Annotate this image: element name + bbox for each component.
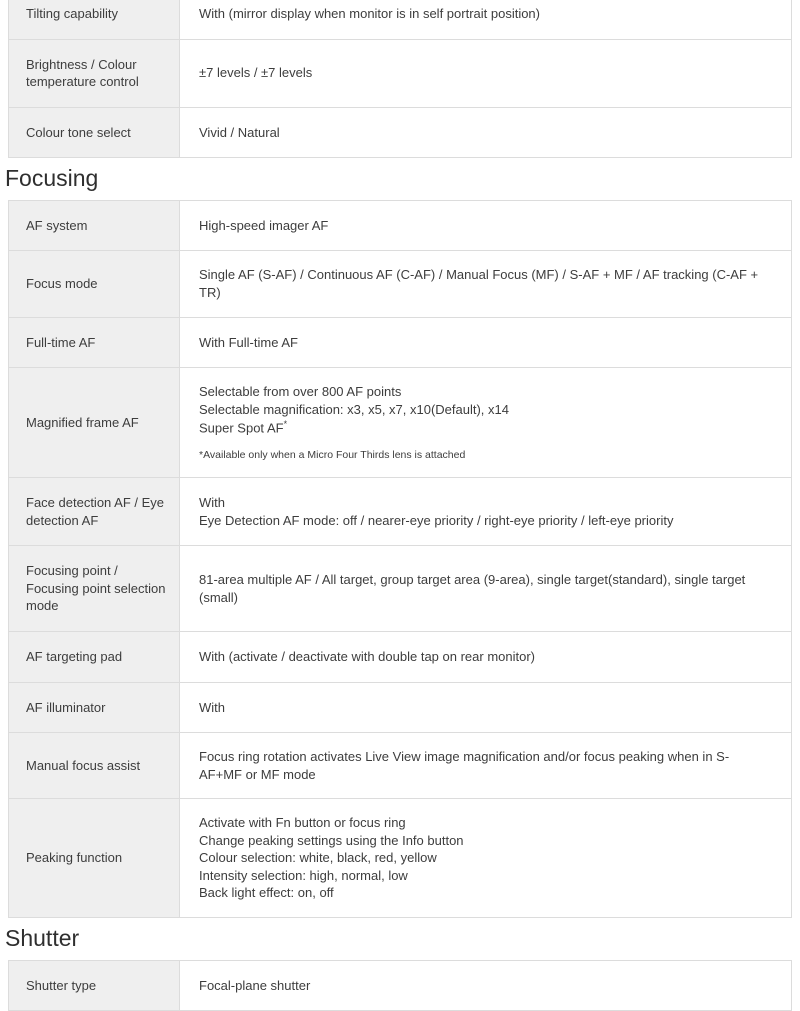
value-line: With [199,495,225,511]
row-value [180,0,791,40]
value-line: With [199,699,225,715]
row-value [180,201,791,252]
value-line: Back light effect: on, off [199,885,334,901]
value-line: With Full-time AF [199,334,298,350]
footnote-marker: * [283,419,288,430]
spec-table [8,200,792,918]
section-heading: Focusing [5,165,99,192]
table-row [9,40,791,108]
table-row [9,632,791,683]
footnote-line: *Available only when a Micro Four Thirds lens is attached [199,449,466,462]
row-value [180,546,791,632]
spec-table [8,960,792,1011]
row-value [180,318,791,369]
table-row [9,683,791,734]
row-label: Focusing point / Focusing point selection mode [9,546,180,632]
row-value [180,961,791,1011]
table-row [9,201,791,252]
row-value [180,478,791,546]
value-line: Single AF (S-AF) / Continuous AF (C-AF) / Manual Focus (MF) / S-AF + MF / AF tracking (C-AF + TR) [199,267,759,301]
table-row [9,546,791,632]
row-label: AF illuminator [9,683,180,734]
value-line: Selectable from over 800 AF points [199,384,402,400]
row-label: AF system [9,201,180,252]
value-line: Vivid / Natural [199,124,280,140]
table-row [9,961,791,1011]
row-label: Brightness / Colour temperature control [9,40,180,108]
row-value [180,683,791,734]
row-value [180,632,791,683]
table-row [9,318,791,369]
value-line: ±7 levels / ±7 levels [199,65,313,81]
table-row [9,799,791,917]
section-heading: Shutter [5,924,80,951]
row-label: Colour tone select [9,108,180,158]
row-label: Magnified frame AF [9,368,180,478]
value-line: Intensity selection: high, normal, low [199,867,408,883]
value-text: Super Spot AF [199,420,284,436]
table-row [9,478,791,546]
row-value [180,368,791,478]
table-row [9,108,791,158]
row-label: Full-time AF [9,318,180,369]
row-label: Focus mode [9,251,180,317]
value-line: With (activate / deactivate with double tap on rear monitor) [199,649,535,664]
value-line: Focal-plane shutter [199,977,311,993]
row-value [180,251,791,317]
value-line: Colour selection: white, black, red, yellow [199,850,437,866]
row-label: AF targeting pad [9,632,180,683]
value-line: 81-area multiple AF / All target, group target area (9-area), single target(standard), single target (small) [199,572,746,605]
value-line: Selectable magnification: x3, x5, x7, x10(Default), x14 [199,401,509,417]
row-value [180,733,791,799]
row-label: Peaking function [9,799,180,917]
row-value [180,108,791,158]
table-row [9,368,791,478]
value-line: Change peaking settings using the Info button [199,832,464,848]
value-line: Focus ring rotation activates Live View image magnification and/or focus peaking when in S-AF+MF or MF mode [199,749,730,782]
table-row [9,733,791,799]
value-line: With (mirror display when monitor is in self portrait position) [199,6,540,21]
row-label: Face detection AF / Eye detection AF [9,478,180,546]
row-label: Tilting capability [9,0,180,40]
value-line [199,418,771,437]
row-label: Manual focus assist [9,733,180,799]
value-line: High-speed imager AF [199,217,329,233]
table-row [9,251,791,317]
row-label: Shutter type [9,961,180,1011]
value-line: Activate with Fn button or focus ring [199,815,406,831]
row-value [180,799,791,917]
spec-table [8,0,792,158]
value-line: Eye Detection AF mode: off / nearer-eye priority / right-eye priority / left-eye priority [199,512,674,528]
table-row [9,0,791,40]
row-value [180,40,791,108]
